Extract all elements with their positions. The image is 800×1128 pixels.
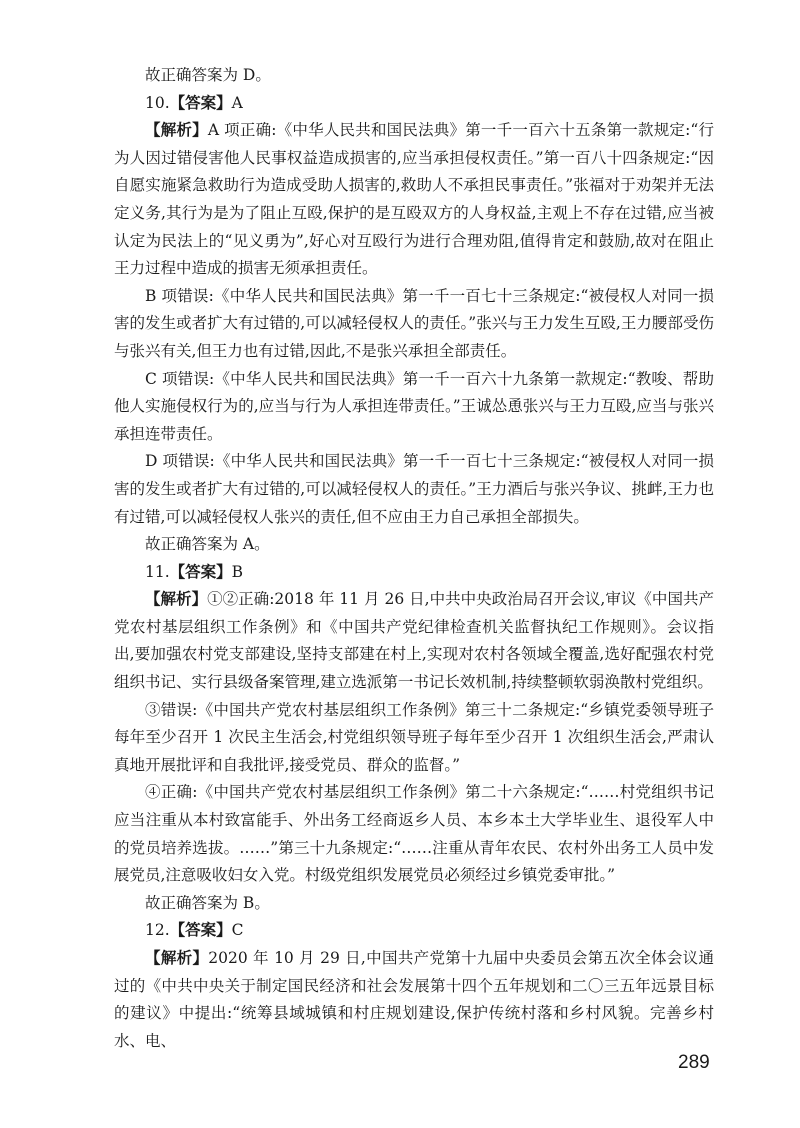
paragraph-text: D 项错误:《中华人民共和国民法典》第一千一百七十三条规定:“被侵权人对同一损害的发生或者扩大有过错的,可以减轻侵权人的责任。”王力酒后与张兴争议、挑衅,王力也有过错,可以减轻侵权人张兴的责任,但不应由王力自己承担全部损失。 xyxy=(114,452,714,526)
paragraph-text: C 项错误:《中华人民共和国民法典》第一千一百六十九条第一款规定:“教唆、帮助他人实施侵权行为的,应当与行为人承担连带责任。”王诚怂恿张兴与王力互殴,应当与张兴承担连带责任。 xyxy=(114,369,714,443)
paragraph-text: ③错误:《中国共产党农村基层组织工作条例》第三十二条规定:“乡镇党委领导班子每年至少召开 1 次民主生活会,村党组织领导班子每年至少召开 1 次组织生活会,严肃认真地开展批评和自我批评,接受党员、群众的监督。” xyxy=(114,700,714,774)
paragraph-text: 故正确答案为 A。 xyxy=(145,535,270,554)
paragraph xyxy=(114,697,714,780)
paragraph-text: B 项错误:《中华人民共和国民法典》第一千一百七十三条规定:“被侵权人对同一损害的发生或者扩大有过错的,可以减轻侵权人的责任。”张兴与王力发生互殴,王力腰部受伤与张兴有关,但王力也有过错,因此,不是张兴承担全部责任。 xyxy=(114,286,714,360)
paragraph xyxy=(114,448,714,531)
answer-heading xyxy=(114,917,714,945)
paragraph-text: 12. xyxy=(145,921,170,940)
paragraph-text: 故正确答案为 B。 xyxy=(145,893,270,912)
paragraph xyxy=(114,283,714,366)
bracket-tag: 【解析】 xyxy=(145,121,208,140)
paragraph-text: 2020 年 10 月 29 日,中国共产党第十九届中央委员会第五次全体会议通过的《中共中央关于制定国民经济和社会发展第十四个五年规划和二〇三五年远景目标的建议》中提出:“统筹县域城镇和村庄规划建设,保护传统村落和乡村风貌。完善乡村水、电、 xyxy=(114,949,714,1050)
paragraph xyxy=(114,62,714,90)
paragraph-text: 11. xyxy=(145,562,170,581)
paragraph-text: A xyxy=(231,93,243,112)
analysis-paragraph xyxy=(114,945,714,1055)
paragraph-text: B xyxy=(231,562,244,581)
page-content xyxy=(114,62,714,1055)
paragraph-text: A 项正确:《中华人民共和国民法典》第一千一百六十五条第一款规定:“行为人因过错侵害他人民事权益造成损害的,应当承担侵权责任。”第一百八十四条规定:“因自愿实施紧急救助行为造成受助人损害的,救助人不承担民事责任。”张福对于劝架并无法定义务,其行为是为了阻止互殴,保护的是互殴双方的人身权益,主观上不存在过错,应当被认定为民法上的“见义勇为”,好心对互殴行为进行合理劝阻,值得肯定和鼓励,故对在阻止王力过程中造成的损害无须承担责任。 xyxy=(114,121,714,278)
analysis-paragraph xyxy=(114,586,714,696)
page-number: 289 xyxy=(678,1052,710,1073)
bracket-tag: 【答案】 xyxy=(169,93,232,112)
answer-heading xyxy=(114,90,714,118)
paragraph xyxy=(114,890,714,918)
paragraph-text: 故正确答案为 D。 xyxy=(145,66,271,84)
paragraph xyxy=(114,366,714,449)
paragraph-text: C xyxy=(231,921,244,940)
paragraph-text: 10. xyxy=(145,93,170,112)
answer-heading xyxy=(114,559,714,587)
bracket-tag: 【解析】 xyxy=(145,949,209,967)
bracket-tag: 【答案】 xyxy=(169,921,232,940)
paragraph-text: ④正确:《中国共产党农村基层组织工作条例》第二十六条规定:“……村党组织书记应当注重从本村致富能手、外出务工经商返乡人员、本乡本土大学毕业生、退役军人中的党员培养选拔。……”第三十九条规定:“……注重从青年农民、农村外出务工人员中发展党员,注意吸收妇女入党。村级党组织发展党员必须经过乡镇党委审批。” xyxy=(114,783,714,885)
analysis-paragraph xyxy=(114,117,714,283)
bracket-tag: 【答案】 xyxy=(169,562,232,581)
paragraph xyxy=(114,779,714,889)
bracket-tag: 【解析】 xyxy=(145,590,208,609)
paragraph-text: ①②正确:2018 年 11 月 26 日,中共中央政治局召开会议,审议《中国共产党农村基层组织工作条例》和《中国共产党纪律检查机关监督执纪工作规则》。会议指出,要加强农村党支部建设,坚持支部建在村上,实现对农村各领域全覆盖,选好配强农村党组织书记、实行县级备案管理,建立选派第一书记长效机制,持续整顿软弱涣散村党组织。 xyxy=(114,590,714,692)
paragraph xyxy=(114,531,714,559)
